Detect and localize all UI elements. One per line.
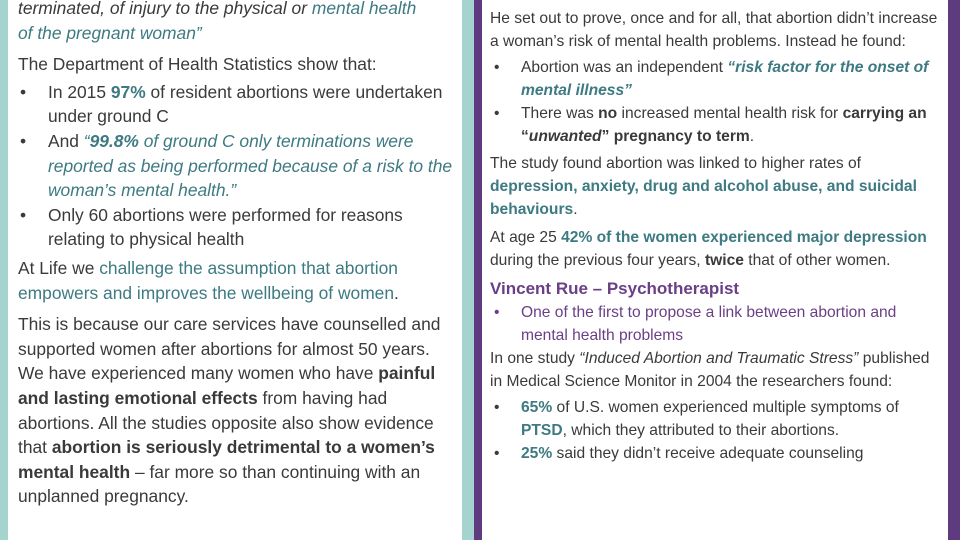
challenge-paragraph: At Life we challenge the assumption that abortion empowers and improves the wellbeing of women. (18, 257, 399, 303)
center-purple-border (474, 0, 482, 540)
rue-list (490, 301, 938, 347)
list-item: • Only 60 abortions were performed for reasons relating to physical health (18, 203, 458, 252)
left-teal-border (0, 0, 8, 540)
left-column (18, 0, 458, 536)
study-found-paragraph: The study found abortion was linked to higher rates of depression, anxiety, drug and alcohol abuse, and suicidal behaviours. (490, 155, 917, 218)
findings-list (490, 56, 938, 148)
rue-study-paragraph: In one study “Induced Abortion and Traumatic Stress” published in Medical Science Monitor in 2004 the researchers found: (490, 350, 930, 390)
section-heading: Vincent Rue – Psychotherapist (490, 279, 740, 298)
care-paragraph: This is because our care services have counselled and supported women after abortions for almost 50 years. We have experienced many women who have painful and lasting emotional effects from having had abortions. All the studies opposite also show evidence that abortion is seriously detrimental to a women’s mental health – far more so than continuing with an unplanned pregnancy. (18, 314, 441, 507)
dohs-list (18, 80, 458, 252)
list-item: • One of the first to propose a link between abortion and mental health problems (490, 301, 938, 347)
list-item: • Abortion was an independent “risk factor for the onset of mental illness” (490, 56, 938, 102)
list-item: • There was no increased mental health risk for carrying an “unwanted” pregnancy to term. (490, 102, 938, 148)
list-item: • 25% said they didn’t receive adequate counseling (490, 442, 938, 465)
study-intro: He set out to prove, once and for all, that abortion didn’t increase a woman’s risk of mental health problems. Instead he found: (490, 10, 938, 50)
dohs-intro: The Department of Health Statistics show that: (18, 54, 377, 75)
right-column (490, 7, 938, 547)
law-quote: terminated, of injury to the physical or mental health of the pregnant woman” (18, 0, 417, 43)
center-teal-border (462, 0, 474, 540)
list-item: • 65% of U.S. women experienced multiple symptoms of PTSD, which they attributed to their abortions. (490, 396, 938, 442)
list-item: • In 2015 97% of resident abortions were undertaken under ground C (18, 80, 458, 129)
right-purple-border (948, 0, 960, 540)
ptsd-list (490, 396, 938, 465)
age-paragraph: At age 25 42% of the women experienced major depression during the previous four years, twice that of other women. (490, 229, 927, 269)
list-item: • And “99.8% of ground C only terminations were reported as being performed because of a risk to the woman’s mental health.” (18, 129, 458, 203)
